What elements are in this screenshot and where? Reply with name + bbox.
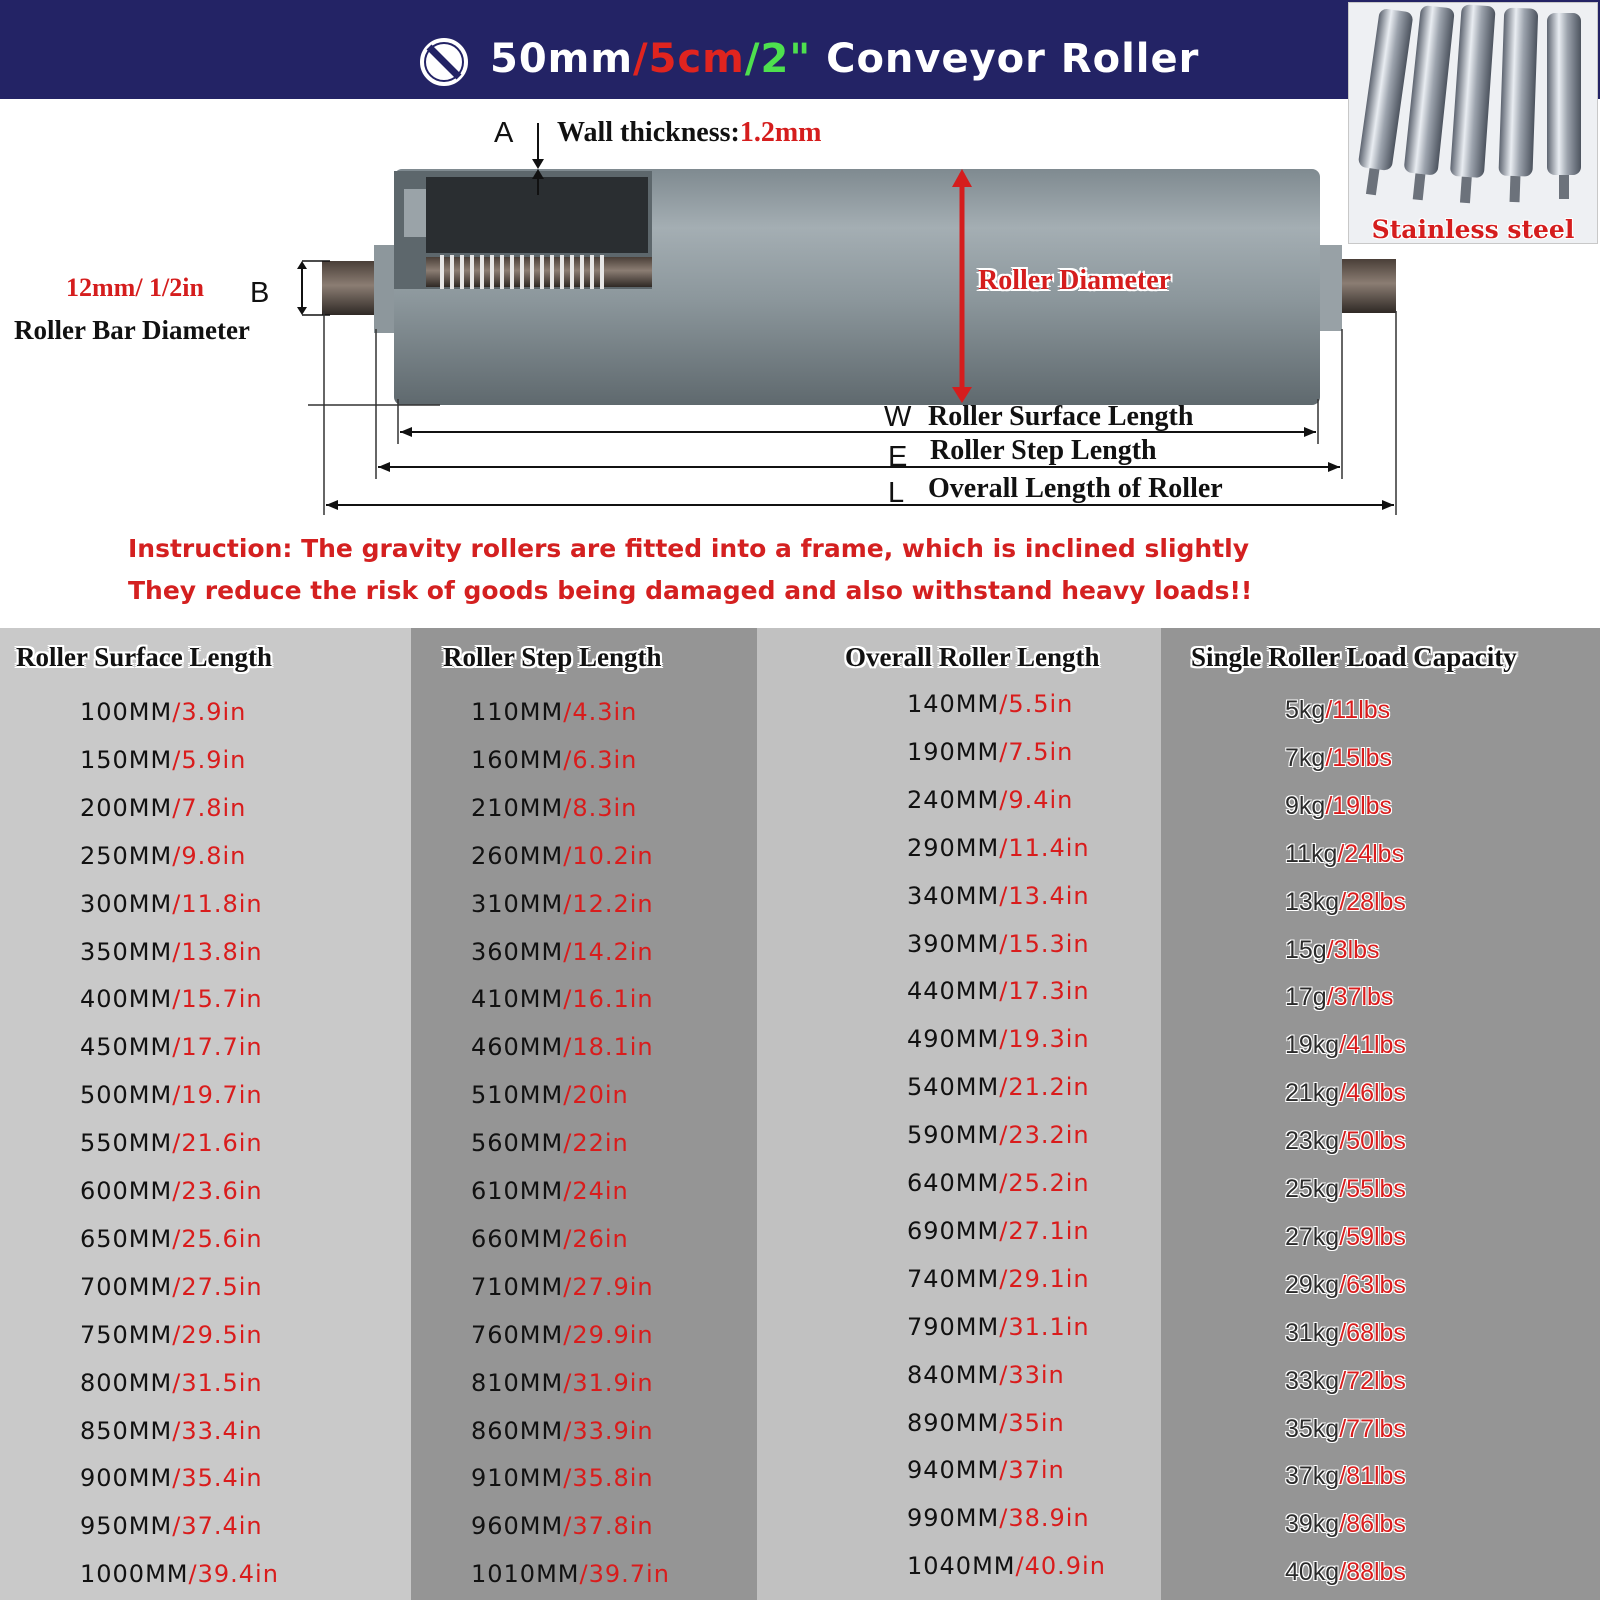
surface-metric: 700MM <box>80 1272 173 1301</box>
overall-row <box>907 738 1073 766</box>
letter-b: B <box>250 277 270 309</box>
capacity-row <box>1285 1223 1406 1252</box>
capacity-row <box>1285 1367 1406 1396</box>
overall-imperial: /19.3in <box>999 1025 1090 1054</box>
overall-imperial: /13.4in <box>999 881 1090 910</box>
surface-row <box>80 1033 263 1061</box>
capacity-row <box>1285 1175 1406 1204</box>
step-imperial: /12.2in <box>563 889 654 918</box>
step-row <box>471 698 637 726</box>
surface-metric: 550MM <box>80 1129 173 1158</box>
title-cm: 5cm <box>648 36 745 82</box>
surface-row <box>80 794 246 822</box>
overall-length-label: Overall Length of Roller <box>928 473 1223 504</box>
surface-metric: 100MM <box>80 698 173 726</box>
overall-metric: 590MM <box>907 1121 1000 1150</box>
step-metric: 960MM <box>471 1512 564 1541</box>
overall-metric: 790MM <box>907 1312 1000 1341</box>
capacity-imperial: /46lbs <box>1339 1079 1406 1108</box>
surface-imperial: /3.9in <box>172 698 247 726</box>
step-metric: 260MM <box>471 841 564 870</box>
capacity-metric: 9kg <box>1285 791 1326 820</box>
photo-caption: Stainless steel <box>1371 215 1575 244</box>
overall-metric: 190MM <box>907 737 1000 766</box>
overall-imperial: /5.5in <box>999 690 1074 718</box>
surface-row <box>80 746 246 774</box>
letter-e: E <box>888 441 908 473</box>
capacity-imperial: /37lbs <box>1326 983 1394 1012</box>
step-row <box>471 985 654 1013</box>
capacity-imperial: /3lbs <box>1326 935 1380 964</box>
step-row <box>471 842 654 870</box>
step-imperial: /10.2in <box>563 841 654 870</box>
step-imperial: /39.7in <box>579 1560 670 1589</box>
surface-row <box>80 890 263 918</box>
surface-row <box>80 1417 263 1445</box>
surface-metric: 1000MM <box>80 1560 189 1589</box>
step-imperial: /8.3in <box>563 793 638 822</box>
surface-row <box>80 1321 263 1349</box>
overall-metric: 290MM <box>907 833 1000 862</box>
letter-w: W <box>884 401 912 433</box>
step-metric: 560MM <box>471 1129 564 1158</box>
surface-imperial: /15.7in <box>172 985 263 1014</box>
step-imperial: /22in <box>563 1129 629 1158</box>
capacity-row <box>1285 1415 1406 1444</box>
capacity-row <box>1285 1079 1406 1108</box>
capacity-imperial: /28lbs <box>1339 887 1406 916</box>
step-imperial: /26in <box>563 1224 629 1253</box>
surface-imperial: /33.4in <box>172 1416 263 1445</box>
step-metric: 710MM <box>471 1272 564 1301</box>
capacity-metric: 39kg <box>1285 1510 1340 1539</box>
surface-row <box>80 1225 263 1253</box>
capacity-imperial: /50lbs <box>1339 1127 1406 1156</box>
step-imperial: /24in <box>563 1177 629 1205</box>
capacity-row <box>1285 1510 1406 1539</box>
overall-imperial: /11.4in <box>999 833 1090 862</box>
surface-imperial: /19.7in <box>172 1081 263 1110</box>
overall-imperial: /21.2in <box>999 1073 1090 1102</box>
overall-imperial: /29.1in <box>999 1264 1090 1293</box>
step-metric: 160MM <box>471 745 564 774</box>
surface-imperial: /17.7in <box>172 1033 263 1062</box>
step-imperial: /35.8in <box>563 1464 654 1493</box>
capacity-imperial: /59lbs <box>1339 1222 1406 1251</box>
step-metric: 810MM <box>471 1368 564 1397</box>
capacity-row <box>1285 1271 1406 1300</box>
surface-metric: 400MM <box>80 985 173 1014</box>
overall-imperial: /38.9in <box>999 1504 1090 1533</box>
overall-length-column <box>757 628 1161 1600</box>
overall-imperial: /40.9in <box>1015 1552 1106 1581</box>
title-inch: 2" <box>760 36 812 82</box>
surface-metric: 150MM <box>80 745 173 774</box>
surface-imperial: /7.8in <box>172 793 247 822</box>
capacity-row <box>1285 696 1390 725</box>
step-imperial: /31.9in <box>563 1368 654 1397</box>
overall-row <box>907 977 1090 1005</box>
capacity-row <box>1285 840 1404 869</box>
overall-metric: 540MM <box>907 1073 1000 1102</box>
capacity-imperial: /41lbs <box>1339 1031 1406 1060</box>
capacity-metric: 33kg <box>1285 1366 1340 1395</box>
surface-imperial: /5.9in <box>172 745 247 774</box>
capacity-imperial: /77lbs <box>1339 1414 1406 1443</box>
overall-row <box>907 1456 1065 1484</box>
surface-row <box>80 1177 263 1205</box>
step-row <box>471 1560 670 1588</box>
letter-a: A <box>494 117 514 149</box>
surface-imperial: /23.6in <box>172 1177 263 1205</box>
surface-imperial: /31.5in <box>172 1368 263 1397</box>
roller-diameter-label: Roller Diameter <box>978 265 1172 296</box>
surface-imperial: /35.4in <box>172 1464 263 1493</box>
capacity-metric: 40kg <box>1285 1558 1340 1587</box>
surface-row <box>80 1369 263 1397</box>
instruction-line-2: They reduce the risk of goods being damaged and also withstand heavy loads!! <box>128 576 1253 605</box>
surface-row <box>80 938 263 966</box>
title-sep-2: / <box>744 36 761 82</box>
capacity-imperial: /24lbs <box>1337 839 1405 868</box>
overall-metric: 690MM <box>907 1216 1000 1245</box>
capacity-metric: 15g <box>1285 935 1327 964</box>
bar-diameter-label: Roller Bar Diameter <box>14 315 250 345</box>
step-row <box>471 938 654 966</box>
capacity-imperial: /19lbs <box>1325 791 1393 820</box>
capacity-metric: 7kg <box>1285 743 1326 772</box>
step-imperial: /18.1in <box>563 1033 654 1062</box>
step-row <box>471 1129 629 1157</box>
surface-metric: 450MM <box>80 1033 173 1062</box>
overall-row <box>907 1504 1090 1532</box>
surface-imperial: /37.4in <box>172 1512 263 1541</box>
step-metric: 610MM <box>471 1177 564 1205</box>
step-row <box>471 1417 654 1445</box>
step-row <box>471 1177 629 1205</box>
surface-imperial: /39.4in <box>188 1560 279 1589</box>
surface-row <box>80 1081 263 1109</box>
surface-metric: 200MM <box>80 793 173 822</box>
overall-row <box>907 930 1090 958</box>
step-row <box>471 1321 654 1349</box>
overall-row <box>907 1265 1090 1293</box>
overall-metric: 740MM <box>907 1264 1000 1293</box>
overall-row <box>907 1169 1090 1197</box>
capacity-metric: 29kg <box>1285 1270 1340 1299</box>
overall-metric: 340MM <box>907 881 1000 910</box>
step-length-label: Roller Step Length <box>930 435 1157 466</box>
surface-row <box>80 1560 279 1588</box>
surface-row <box>80 1464 263 1492</box>
wall-thickness-value: 1.2mm <box>739 117 822 148</box>
step-imperial: /14.2in <box>563 937 654 966</box>
step-metric: 1010MM <box>471 1560 580 1589</box>
step-metric: 910MM <box>471 1464 564 1493</box>
step-length-column <box>411 628 757 1600</box>
capacity-row <box>1285 936 1380 965</box>
surface-imperial: /29.5in <box>172 1320 263 1349</box>
wall-thickness-text: Wall thickness: <box>557 117 740 148</box>
surface-metric: 600MM <box>80 1177 173 1205</box>
surface-row <box>80 1129 263 1157</box>
overall-metric: 140MM <box>907 690 1000 718</box>
capacity-row <box>1285 1031 1406 1060</box>
letter-l: L <box>888 477 905 509</box>
step-metric: 410MM <box>471 985 564 1014</box>
step-imperial: /6.3in <box>563 745 638 774</box>
overall-length-header: Overall Roller Length <box>845 642 1100 672</box>
overall-imperial: /35in <box>999 1408 1065 1437</box>
overall-row <box>907 1313 1090 1341</box>
surface-row <box>80 698 246 726</box>
capacity-row <box>1285 1558 1406 1587</box>
capacity-imperial: /86lbs <box>1339 1510 1406 1539</box>
overall-metric: 890MM <box>907 1408 1000 1437</box>
step-row <box>471 1512 654 1540</box>
capacity-row <box>1285 744 1392 773</box>
capacity-imperial: /15lbs <box>1325 743 1393 772</box>
surface-metric: 650MM <box>80 1224 173 1253</box>
surface-row <box>80 985 263 1013</box>
capacity-imperial: /11lbs <box>1325 696 1391 724</box>
surface-metric: 300MM <box>80 889 173 918</box>
step-metric: 660MM <box>471 1224 564 1253</box>
capacity-metric: 31kg <box>1285 1318 1340 1347</box>
overall-row <box>907 1361 1065 1389</box>
overall-row <box>907 882 1090 910</box>
step-imperial: /16.1in <box>563 985 654 1014</box>
bar-diameter-size: 12mm/ 1/2in <box>66 273 204 302</box>
step-imperial: /27.9in <box>563 1272 654 1301</box>
overall-imperial: /7.5in <box>999 737 1074 766</box>
capacity-row <box>1285 888 1406 917</box>
capacity-metric: 19kg <box>1285 1031 1340 1060</box>
step-metric: 210MM <box>471 793 564 822</box>
surface-row <box>80 1512 263 1540</box>
overall-metric: 990MM <box>907 1504 1000 1533</box>
surface-imperial: /27.5in <box>172 1272 263 1301</box>
step-metric: 110MM <box>471 698 564 726</box>
step-imperial: /20in <box>563 1081 629 1110</box>
surface-imperial: /21.6in <box>172 1129 263 1158</box>
step-imperial: /37.8in <box>563 1512 654 1541</box>
capacity-metric: 37kg <box>1285 1462 1340 1491</box>
overall-metric: 440MM <box>907 977 1000 1006</box>
surface-metric: 850MM <box>80 1416 173 1445</box>
step-row <box>471 1369 654 1397</box>
step-row <box>471 1033 654 1061</box>
surface-length-column <box>0 628 411 1600</box>
overall-row <box>907 690 1073 718</box>
capacity-row <box>1285 1462 1406 1491</box>
capacity-metric: 5kg <box>1285 696 1326 724</box>
surface-metric: 500MM <box>80 1081 173 1110</box>
step-row <box>471 794 637 822</box>
overall-metric: 840MM <box>907 1360 1000 1389</box>
diameter-icon <box>418 36 470 88</box>
step-row <box>471 1081 629 1109</box>
load-capacity-column <box>1161 628 1600 1600</box>
step-row <box>471 1225 629 1253</box>
overall-imperial: /17.3in <box>999 977 1090 1006</box>
overall-row <box>907 1217 1090 1245</box>
surface-imperial: /13.8in <box>172 937 263 966</box>
capacity-row <box>1285 792 1392 821</box>
step-metric: 360MM <box>471 937 564 966</box>
capacity-imperial: /72lbs <box>1339 1366 1406 1395</box>
capacity-row <box>1285 983 1393 1012</box>
overall-row <box>907 1409 1065 1437</box>
capacity-metric: 21kg <box>1285 1079 1340 1108</box>
instruction-line-1: Instruction: The gravity rollers are fitted into a frame, which is inclined slightly <box>128 534 1250 563</box>
surface-metric: 950MM <box>80 1512 173 1541</box>
capacity-metric: 27kg <box>1285 1222 1340 1251</box>
overall-row <box>907 786 1073 814</box>
surface-metric: 350MM <box>80 937 173 966</box>
surface-metric: 800MM <box>80 1368 173 1397</box>
capacity-imperial: /68lbs <box>1339 1318 1406 1347</box>
page-title <box>490 36 1199 82</box>
overall-imperial: /33in <box>999 1360 1065 1389</box>
overall-imperial: /23.2in <box>999 1121 1090 1150</box>
capacity-imperial: /55lbs <box>1339 1175 1406 1203</box>
wall-thickness-label <box>557 117 821 149</box>
title-mm: 50mm <box>490 36 634 82</box>
overall-imperial: /25.2in <box>999 1169 1090 1197</box>
surface-row <box>80 1273 263 1301</box>
capacity-metric: 13kg <box>1285 887 1340 916</box>
capacity-metric: 23kg <box>1285 1127 1340 1156</box>
overall-row <box>907 834 1090 862</box>
capacity-metric: 17g <box>1285 983 1327 1012</box>
overall-imperial: /9.4in <box>999 785 1074 814</box>
step-imperial: /4.3in <box>563 698 638 726</box>
capacity-metric: 35kg <box>1285 1414 1340 1443</box>
overall-row <box>907 1121 1090 1149</box>
surface-metric: 750MM <box>80 1320 173 1349</box>
overall-row <box>907 1552 1106 1580</box>
step-row <box>471 746 637 774</box>
surface-imperial: /11.8in <box>172 889 263 918</box>
capacity-imperial: /63lbs <box>1339 1270 1406 1299</box>
step-metric: 460MM <box>471 1033 564 1062</box>
surface-imperial: /25.6in <box>172 1224 263 1253</box>
load-capacity-header: Single Roller Load Capacity <box>1191 642 1517 672</box>
capacity-metric: 11kg <box>1285 839 1338 868</box>
overall-imperial: /31.1in <box>999 1312 1090 1341</box>
capacity-row <box>1285 1319 1406 1348</box>
surface-metric: 900MM <box>80 1464 173 1493</box>
step-metric: 860MM <box>471 1416 564 1445</box>
title-text: Conveyor Roller <box>811 36 1200 82</box>
capacity-row <box>1285 1127 1406 1156</box>
overall-row <box>907 1073 1090 1101</box>
surface-imperial: /9.8in <box>172 841 247 870</box>
surface-length-header: Roller Surface Length <box>16 642 272 672</box>
capacity-imperial: /88lbs <box>1339 1558 1406 1587</box>
step-length-header: Roller Step Length <box>443 642 662 672</box>
overall-metric: 240MM <box>907 785 1000 814</box>
step-metric: 760MM <box>471 1320 564 1349</box>
overall-metric: 490MM <box>907 1025 1000 1054</box>
title-sep-1: / <box>633 36 649 82</box>
surface-metric: 250MM <box>80 841 173 870</box>
overall-row <box>907 1025 1090 1053</box>
step-row <box>471 1273 654 1301</box>
overall-metric: 390MM <box>907 929 1000 958</box>
capacity-metric: 25kg <box>1285 1175 1340 1203</box>
overall-imperial: /37in <box>999 1456 1065 1485</box>
step-row <box>471 890 654 918</box>
step-imperial: /33.9in <box>563 1416 654 1445</box>
step-metric: 510MM <box>471 1081 564 1110</box>
overall-metric: 640MM <box>907 1169 1000 1197</box>
overall-metric: 1040MM <box>907 1552 1016 1581</box>
step-row <box>471 1464 654 1492</box>
capacity-imperial: /81lbs <box>1339 1462 1406 1491</box>
overall-metric: 940MM <box>907 1456 1000 1485</box>
overall-imperial: /27.1in <box>999 1216 1090 1245</box>
overall-imperial: /15.3in <box>999 929 1090 958</box>
surface-length-label: Roller Surface Length <box>928 401 1194 432</box>
surface-row <box>80 842 246 870</box>
step-imperial: /29.9in <box>563 1320 654 1349</box>
step-metric: 310MM <box>471 889 564 918</box>
